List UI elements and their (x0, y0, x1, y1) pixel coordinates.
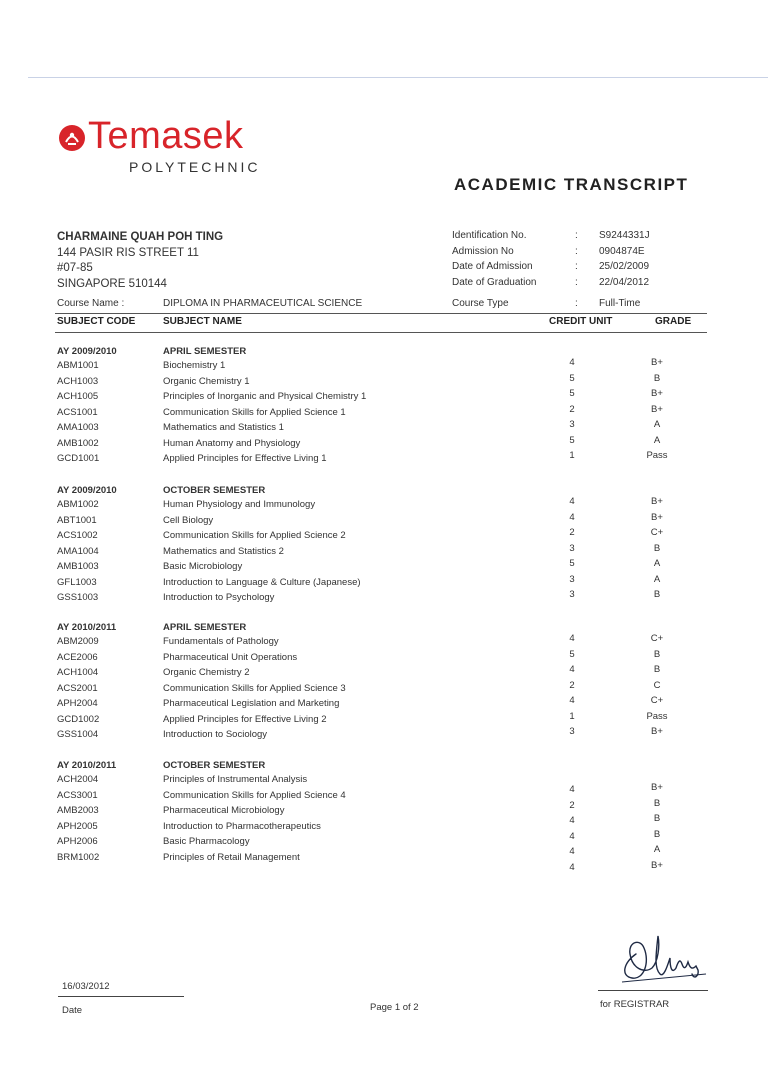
grade: C+ (650, 527, 664, 538)
info-label: Date of Admission (452, 261, 533, 272)
subject-name: Organic Chemistry 2 (163, 667, 250, 678)
subject-row (57, 499, 707, 515)
subject-name: Communication Skills for Applied Science 4 (163, 789, 346, 801)
issue-date: 16/03/2012 (62, 981, 110, 992)
subject-row (57, 683, 707, 699)
subject-row (57, 407, 707, 423)
credit-unit: 4 (569, 357, 575, 368)
subject-row (57, 530, 707, 546)
subject-name: Basic Pharmacology (163, 836, 250, 847)
subject-code: ABM1001 (57, 360, 99, 371)
credit-unit: 5 (569, 434, 575, 446)
subject-name: Introduction to Language & Culture (Japanese) (163, 576, 361, 588)
semester-block (57, 485, 707, 608)
subject-row (57, 561, 707, 577)
student-info-table (452, 228, 719, 290)
subject-code: ABT1001 (57, 514, 97, 526)
institution-subtitle: POLYTECHNIC (129, 159, 261, 175)
subject-code: ACS1002 (57, 530, 98, 541)
credit-unit: 3 (569, 542, 575, 554)
grade: B+ (651, 403, 663, 415)
subject-code: ACE2006 (57, 651, 98, 663)
subject-code: GCD1002 (57, 713, 100, 725)
semester-header (57, 622, 707, 636)
credit-unit: 4 (569, 815, 575, 826)
subject-code: AMB2003 (57, 805, 99, 816)
course-row (57, 298, 707, 312)
credit-unit: 4 (569, 784, 575, 795)
info-label: Date of Graduation (452, 276, 537, 288)
subject-name: Biochemistry 1 (163, 360, 226, 371)
info-value: 25/02/2009 (599, 261, 650, 272)
subject-code: ACH1004 (57, 667, 99, 678)
grade: B+ (651, 511, 663, 523)
semester-name: APRIL SEMESTER (163, 346, 247, 357)
credit-unit: 5 (569, 388, 575, 399)
grade: Pass (646, 450, 668, 461)
subject-name: Fundamentals of Pathology (163, 636, 279, 647)
info-label: Admission No (452, 245, 514, 257)
subject-code: GSS1004 (57, 729, 99, 740)
course-type-label: Course Type (452, 298, 509, 309)
credit-unit: 5 (569, 558, 575, 569)
subject-row (57, 438, 707, 454)
subject-code: APH2005 (57, 820, 98, 832)
grade: B (653, 664, 661, 675)
subject-row (57, 376, 707, 392)
semester-block (57, 760, 707, 873)
subject-code: AMA1004 (57, 545, 99, 557)
grade: B+ (651, 357, 663, 368)
credit-unit: 4 (569, 633, 575, 644)
info-value: 22/04/2012 (599, 276, 650, 288)
academic-year: AY 2009/2010 (57, 485, 117, 496)
info-label: Identification No. (452, 230, 527, 241)
subject-row (57, 836, 707, 852)
subject-row (57, 391, 707, 407)
grade: A (653, 558, 661, 569)
header-top-rule (55, 313, 707, 314)
info-row (452, 228, 719, 244)
grade: A (653, 419, 661, 430)
semester-name: APRIL SEMESTER (163, 622, 247, 633)
grade: B (653, 372, 661, 384)
registrar-rule (598, 990, 708, 991)
subject-code: ABM2009 (57, 636, 99, 647)
student-block (57, 230, 223, 292)
credit-unit: 3 (569, 573, 575, 585)
grade: B (653, 828, 661, 840)
subject-name: Pharmaceutical Unit Operations (163, 651, 298, 663)
address-line: SINGAPORE 510144 (57, 277, 167, 290)
subject-row (57, 805, 707, 821)
info-colon: : (575, 276, 578, 288)
grade: B (653, 542, 661, 554)
subject-code: ACS3001 (57, 789, 98, 801)
subject-name: Applied Principles for Effective Living 2 (163, 713, 327, 725)
subject-code: BRM1002 (57, 851, 100, 863)
page-number: Page 1 of 2 (370, 1002, 419, 1013)
subject-name: Introduction to Sociology (163, 729, 268, 740)
header-bottom-rule (55, 332, 707, 333)
course-type-value: Full-Time (599, 298, 641, 309)
credit-unit: 5 (569, 372, 575, 384)
info-value: 0904874E (599, 245, 645, 257)
address-line: 144 PASIR RIS STREET 11 (57, 246, 199, 259)
grade: C (653, 679, 661, 691)
subject-name: Pharmaceutical Legislation and Marketing (163, 698, 340, 709)
grade: B (653, 589, 661, 600)
grade: A (653, 573, 661, 585)
course-label: Course Name : (57, 298, 125, 309)
grade: B+ (651, 859, 663, 871)
academic-year: AY 2009/2010 (57, 346, 117, 357)
subject-row (57, 714, 707, 730)
subject-name: Mathematics and Statistics 2 (163, 545, 284, 557)
credit-unit: 1 (569, 710, 575, 722)
subject-row (57, 546, 707, 562)
subject-code: ABM1002 (57, 499, 99, 510)
subject-row (57, 774, 707, 790)
subject-row (57, 515, 707, 531)
col-subject-name: SUBJECT NAME (163, 316, 242, 327)
subject-name: Basic Microbiology (163, 561, 243, 572)
info-colon: : (575, 261, 578, 272)
subject-code: ACS1001 (57, 406, 98, 418)
date-label: Date (62, 1005, 83, 1016)
grade: Pass (646, 710, 668, 722)
semester-header (57, 485, 707, 499)
info-value: S9244331J (599, 230, 650, 241)
credit-unit: 4 (569, 664, 575, 675)
subject-row (57, 652, 707, 668)
subject-name: Introduction to Psychology (163, 592, 275, 603)
subject-name: Principles of Inorganic and Physical Chemistry 1 (163, 391, 367, 402)
credit-unit: 5 (569, 648, 575, 660)
credit-unit: 2 (569, 799, 575, 811)
col-subject-code: SUBJECT CODE (57, 316, 136, 327)
grade: B+ (651, 782, 663, 793)
credit-unit: 4 (569, 511, 575, 523)
info-row (452, 259, 719, 275)
subject-name: Communication Skills for Applied Science 2 (163, 530, 346, 541)
subject-name: Organic Chemistry 1 (163, 375, 250, 387)
subject-code: APH2006 (57, 836, 98, 847)
info-row (452, 244, 719, 260)
col-grade: GRADE (655, 316, 692, 327)
semester-block (57, 346, 707, 469)
subject-row (57, 577, 707, 593)
credit-unit: 1 (569, 450, 575, 461)
subject-code: AMB1003 (57, 561, 99, 572)
semester-header (57, 760, 707, 774)
semester-header (57, 346, 707, 360)
course-type-colon: : (575, 298, 578, 309)
subject-code: ACH2004 (57, 774, 99, 785)
subject-row (57, 667, 707, 683)
credit-unit: 3 (569, 589, 575, 600)
subject-name: Mathematics and Statistics 1 (163, 422, 284, 433)
subject-code: GCD1001 (57, 453, 100, 464)
grade: B (653, 648, 661, 660)
subject-code: APH2004 (57, 698, 98, 709)
grade: B (653, 813, 661, 824)
subject-row (57, 821, 707, 837)
subject-row (57, 790, 707, 806)
subject-code: ACH1005 (57, 391, 99, 402)
credit-unit: 3 (569, 419, 575, 430)
semester-name: OCTOBER SEMESTER (163, 760, 266, 771)
grade: A (653, 844, 661, 855)
info-colon: : (575, 230, 578, 241)
subject-code: GFL1003 (57, 576, 97, 588)
institution-name: Temasek (88, 115, 244, 157)
address-line: #07-85 (57, 262, 93, 274)
subject-name: Communication Skills for Applied Science 3 (163, 682, 346, 694)
credit-unit: 2 (569, 679, 575, 691)
student-name: CHARMAINE QUAH POH TING (57, 231, 224, 243)
credit-unit: 4 (569, 830, 575, 842)
credit-unit: 2 (569, 527, 575, 538)
credit-unit: 4 (569, 695, 575, 706)
subject-name: Cell Biology (163, 514, 214, 526)
col-credit-unit: CREDIT UNIT (549, 316, 613, 327)
grade: B+ (651, 726, 663, 737)
semester-block (57, 622, 707, 745)
credit-unit: 4 (569, 496, 575, 507)
grade: B+ (651, 388, 663, 399)
subject-row (57, 360, 707, 376)
info-row (452, 275, 719, 291)
subject-name: Applied Principles for Effective Living 1 (163, 453, 327, 464)
grade: B+ (651, 496, 663, 507)
course-name: DIPLOMA IN PHARMACEUTICAL SCIENCE (163, 298, 363, 309)
subject-name: Communication Skills for Applied Science 1 (163, 406, 346, 418)
scan-edge-line (28, 77, 768, 78)
semester-name: OCTOBER SEMESTER (163, 485, 266, 496)
credit-unit: 4 (569, 861, 575, 873)
registrar-signature (614, 924, 714, 995)
subject-name: Principles of Retail Management (163, 851, 300, 863)
academic-year: AY 2010/2011 (57, 760, 117, 771)
date-rule (58, 996, 184, 997)
credit-unit: 2 (569, 403, 575, 415)
grade: B (653, 797, 661, 809)
subject-code: ACH1003 (57, 375, 99, 387)
column-header (57, 316, 707, 330)
institution-logo (59, 115, 261, 175)
info-colon: : (575, 245, 578, 257)
subject-name: Human Physiology and Immunology (163, 499, 316, 510)
subject-name: Human Anatomy and Physiology (163, 437, 301, 449)
grade: A (653, 434, 661, 446)
academic-year: AY 2010/2011 (57, 622, 117, 633)
credit-unit: 3 (569, 726, 575, 737)
credit-unit: 4 (569, 846, 575, 857)
subject-code: AMB1002 (57, 437, 99, 449)
subject-name: Principles of Instrumental Analysis (163, 774, 308, 785)
subject-code: GSS1003 (57, 592, 99, 603)
grade: C+ (650, 633, 664, 644)
subject-row (57, 852, 707, 868)
subject-code: ACS2001 (57, 682, 98, 694)
grade: C+ (650, 695, 664, 706)
registrar-label: for REGISTRAR (600, 999, 670, 1010)
subject-row (57, 592, 707, 608)
document-title: ACADEMIC TRANSCRIPT (454, 175, 689, 194)
subject-name: Introduction to Pharmacotherapeutics (163, 820, 321, 832)
temasek-emblem-icon (59, 125, 85, 151)
subject-code: AMA1003 (57, 422, 99, 433)
subject-row (57, 422, 707, 438)
subject-row (57, 636, 707, 652)
subject-row (57, 729, 707, 745)
subject-row (57, 453, 707, 469)
subject-row (57, 698, 707, 714)
subject-name: Pharmaceutical Microbiology (163, 805, 285, 816)
